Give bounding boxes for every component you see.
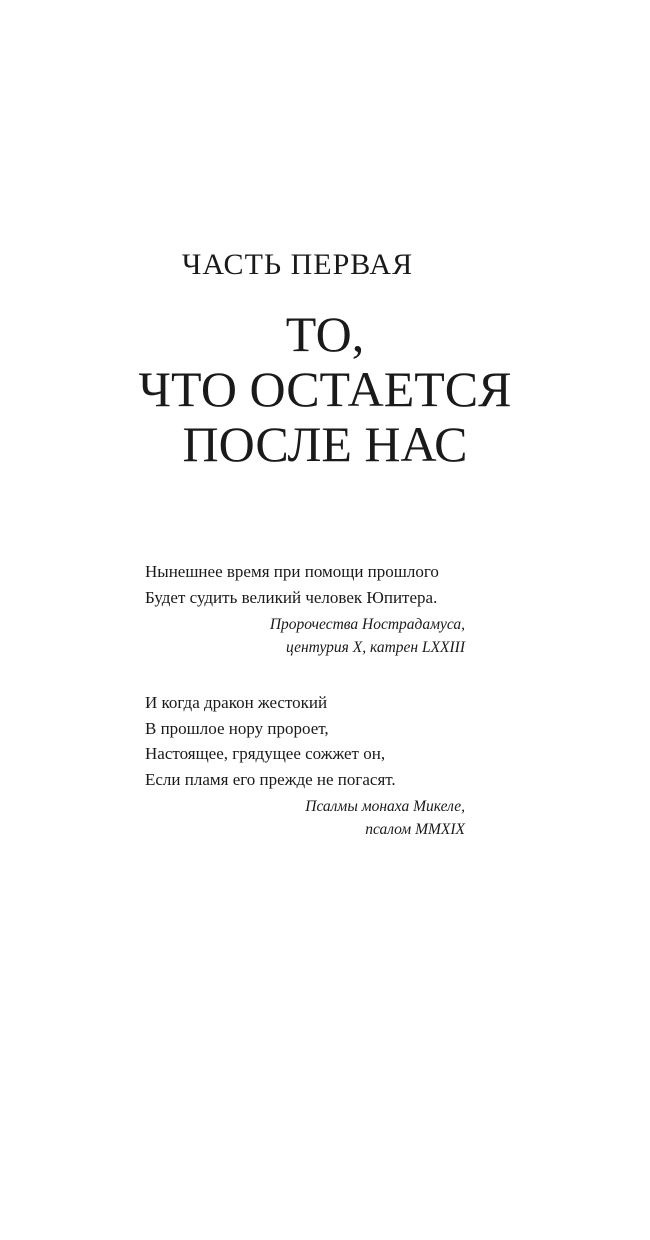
epigraph-verse bbox=[145, 559, 465, 610]
title-line: ЧТО ОСТАЕТСЯ bbox=[138, 361, 512, 417]
attribution-line: Пророчества Нострадамуса, bbox=[269, 616, 465, 633]
part-label: ЧАСТЬ ПЕРВАЯ bbox=[181, 248, 414, 281]
epigraph-psalms bbox=[145, 690, 465, 841]
verse-line: В прошлое нору пророет, bbox=[145, 718, 329, 738]
epigraph-attribution bbox=[145, 613, 465, 659]
verse-line: И когда дракон жестокий bbox=[145, 693, 328, 712]
attribution-line: Псалмы монаха Микеле, bbox=[305, 798, 465, 815]
verse-line: Настоящее, грядущее сожжет он, bbox=[145, 744, 386, 763]
title-line: ПОСЛЕ НАС bbox=[182, 416, 468, 472]
epigraph-attribution bbox=[145, 795, 465, 841]
part-title bbox=[0, 307, 650, 472]
title-line: ТО, bbox=[285, 306, 365, 362]
verse-line: Нынешнее время при помощи прошлого bbox=[145, 562, 439, 581]
epigraph-verse bbox=[145, 690, 465, 792]
attribution-line: псалом MMXIX bbox=[365, 821, 465, 838]
verse-line: Если пламя его прежде не погасят. bbox=[145, 769, 396, 789]
epigraph-nostradamus bbox=[145, 559, 465, 659]
attribution-line: центурия X, катрен LXXIII bbox=[285, 639, 465, 656]
verse-line: Будет судить великий человек Юпитера. bbox=[145, 587, 438, 607]
